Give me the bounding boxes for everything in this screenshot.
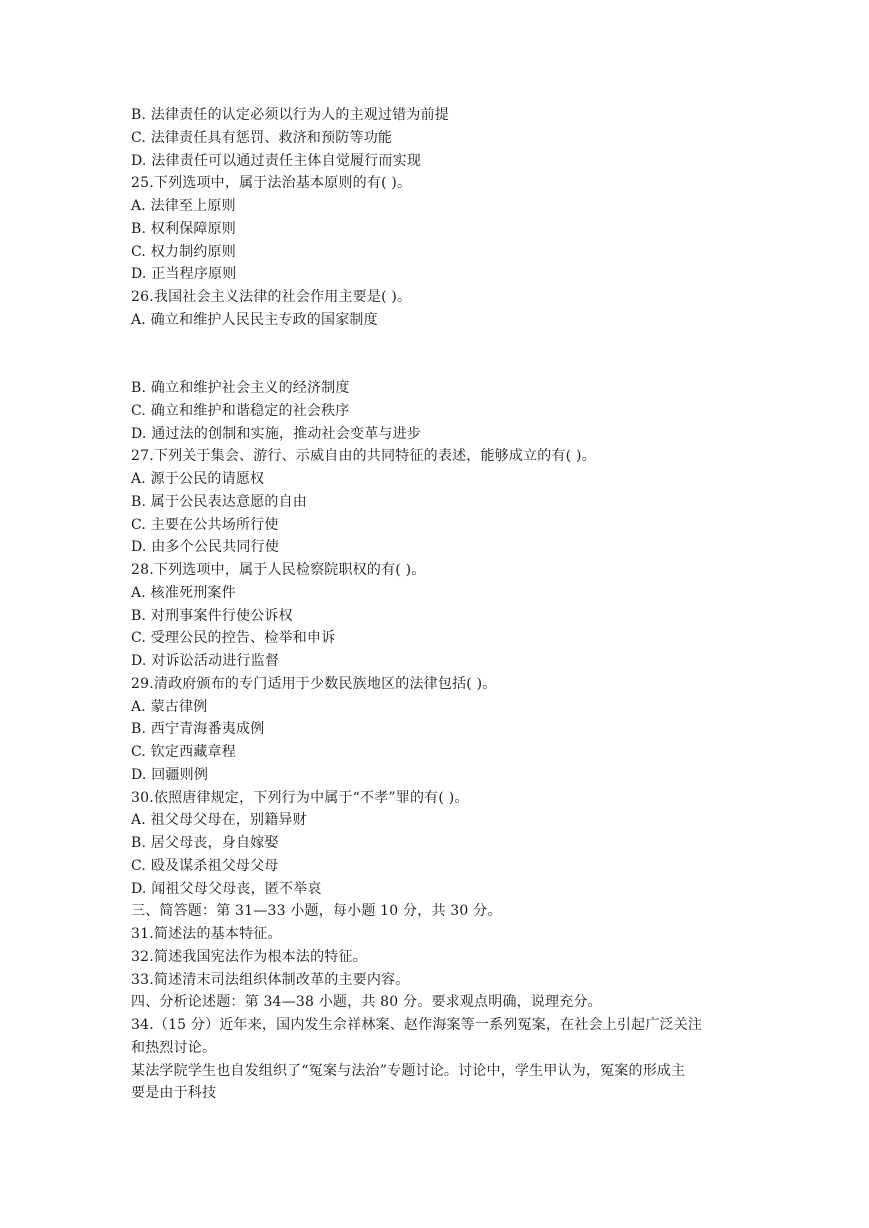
option-line: B. 对刑事案件行使公诉权 [131,607,293,624]
option-line: C. 受理公民的控告、检举和申诉 [131,630,336,647]
option-line: C. 殴及谋杀祖父母父母 [131,857,279,874]
text-line: 要是由于科技 [131,1085,217,1102]
option-line: D. 正当程序原则 [131,266,237,283]
text-line: 某法学院学生也自发组织了“冤案与法治”专题讨论。讨论中，学生甲认为，冤案的形成主 [131,1062,686,1079]
question-26: 26.我国社会主义法律的社会作用主要是( )。 [131,289,412,305]
option-line: C. 确立和维护和谐稳定的社会秩序 [131,402,350,419]
text-line: B. 法律责任的认定必须以行为人的主观过错为前提 [131,107,449,123]
question-30: 30.依照唐律规定，下列行为中属于“不孝”罪的有( )。 [131,789,469,806]
option-line: D. 对诉讼活动进行监督 [131,653,280,669]
option-line: D. 回疆则例 [131,766,209,783]
text-line: D. 法律责任可以通过责任主体自觉履行而实现 [131,152,422,169]
section-heading-short-answer: 三、简答题：第 31—33 小题，每小题 10 分，共 30 分。 [131,903,502,920]
text-line: C. 法律责任具有惩罚、救济和预防等功能 [131,129,393,146]
text-line: 和热烈讨论。 [131,1039,217,1056]
option-line: B. 属于公民表达意愿的自由 [131,493,307,510]
text-block-top [131,104,741,332]
question-28: 28.下列选项中，属于人民检察院职权的有( )。 [131,562,426,578]
option-line: C. 钦定西藏章程 [131,744,236,760]
option-line: D. 通过法的创制和实施，推动社会变革与进步 [131,425,422,442]
question-34: 34.（15 分）近年来，国内发生佘祥林案、赵作海案等一系列冤案，在社会上引起广泛关注 [131,1017,703,1033]
option-line: B. 居父母丧，身自嫁娶 [131,835,279,851]
option-line: D. 由多个公民共同行使 [131,539,280,556]
option-line: B. 确立和维护社会主义的经济制度 [131,380,350,396]
question-29: 29.清政府颁布的专门适用于少数民族地区的法律包括( )。 [131,675,497,692]
option-line: B. 西宁青海番夷成例 [131,721,265,738]
question-33: 33.简述清末司法组织体制改革的主要内容。 [131,971,410,988]
option-line: A. 核准死刑案件 [131,584,236,601]
option-line: B. 权利保障原则 [131,220,236,237]
option-line: C. 主要在公共场所行使 [131,516,279,533]
option-line: D. 闻祖父母父母丧，匿不举哀 [131,880,322,897]
question-31: 31.简述法的基本特征。 [131,926,282,942]
option-line: A. 祖父母父母在，别籍异财 [131,812,307,829]
option-line: C. 权力制约原则 [131,243,236,260]
text-block-main [131,377,741,1105]
option-line: A. 确立和维护人民民主专政的国家制度 [131,311,378,328]
question-25: 25.下列选项中，属于法治基本原则的有( )。 [131,175,412,192]
section-heading-analysis: 四、分析论述题：第 34—38 小题，共 80 分。要求观点明确，说理充分。 [131,994,602,1011]
option-line: A. 蒙古律例 [131,698,208,715]
question-27: 27.下列关于集会、游行、示威自由的共同特征的表述，能够成立的有( )。 [131,448,596,465]
option-line: A. 源于公民的请愿权 [131,471,265,487]
option-line: A. 法律至上原则 [131,198,236,214]
question-32: 32.简述我国宪法作为根本法的特征。 [131,948,367,965]
